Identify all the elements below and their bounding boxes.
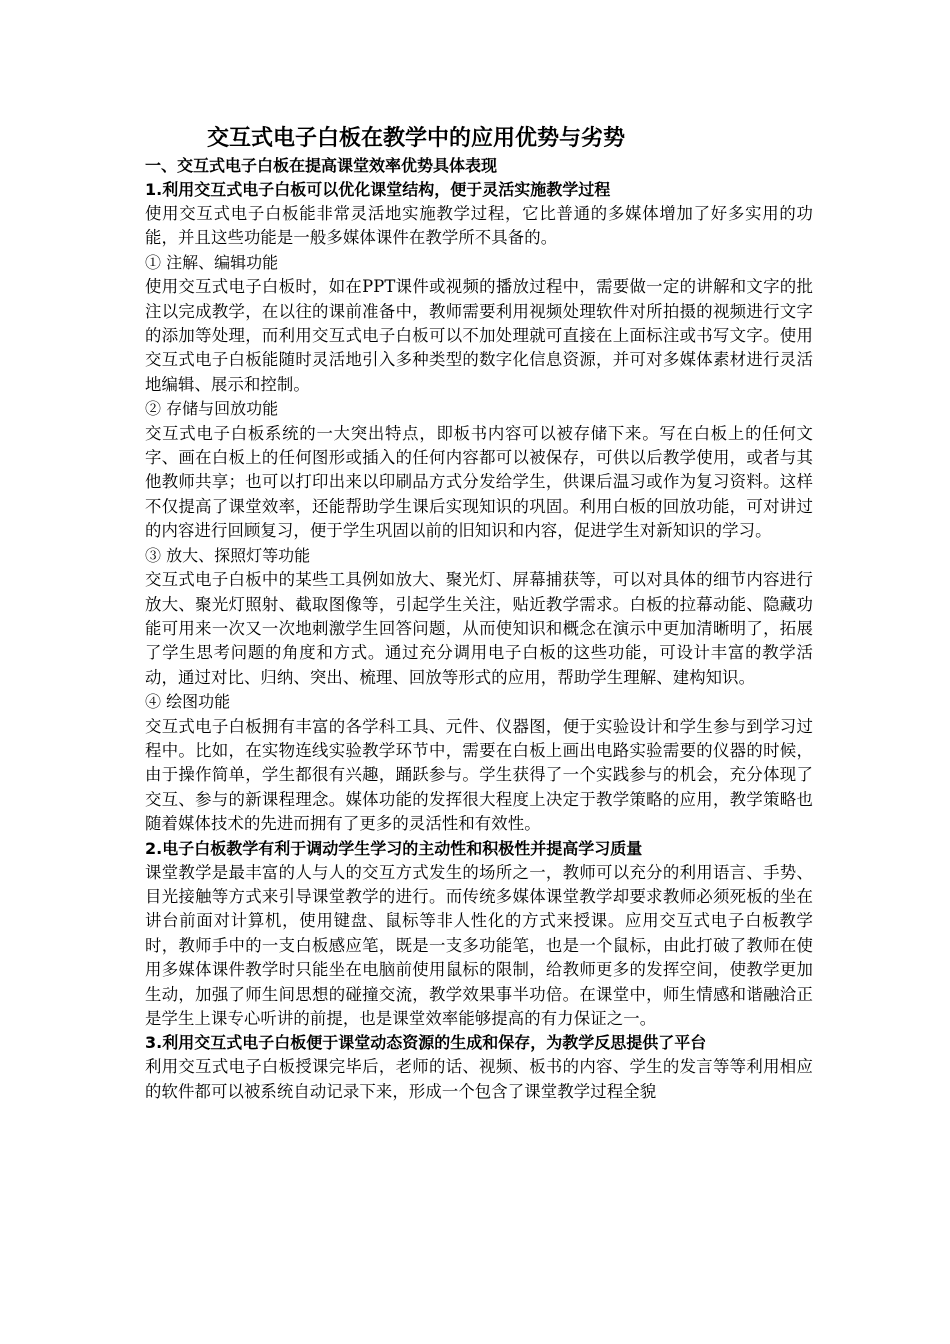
feature-label-zoom: ③ 放大、探照灯等功能: [145, 545, 311, 565]
subsection-heading-1: 1.利用交互式电子白板可以优化课堂结构，便于灵活实施教学过程: [145, 180, 611, 199]
paragraph-storage: 交互式电子白板系统的一大突出特点，即板书内容可以被存储下来。写在白板上的任何文字、画在白板上的任何图形或插入的任何内容都可以被保存，可供以后教学使用，或者与其他教师共享；也可以打印出来以印刷品方式分发给学生，供课后温习或作为复习资料。这样不仅提高了课堂效率，还能帮助学生课后实现知识的巩固。利用白板的回放功能，可对讲过的内容进行回顾复习，便于学生巩固以前的旧知识和内容，促进学生对新知识的学习。: [145, 423, 813, 541]
paragraph-motivation: 课堂教学是最丰富的人与人的交互方式发生的场所之一，教师可以充分的利用语言、手势、目光接触等方式来引导课堂教学的进行。而传统多媒体课堂教学却要求教师必须死板的坐在讲台前面对计算机，使用键盘、鼠标等非人性化的方式来授课。应用交互式电子白板教学时，教师手中的一支白板感应笔，既是一支多功能笔，也是一个鼠标，由此打破了教师在使用多媒体课件教学时只能坐在电脑前使用鼠标的限制，给教师更多的发挥空间，使教学更加生动，加强了师生间思想的碰撞交流，教学效果事半功倍。在课堂中，师生情感和谐融洽正是学生上课专心听讲的前提，也是课堂效率能够提高的有力保证之一。: [145, 862, 813, 1028]
document-title: 交互式电子白板在教学中的应用优势与劣势: [207, 126, 626, 151]
paragraph-intro: 使用交互式电子白板能非常灵活地实施教学过程，它比普通的多媒体增加了好多实用的功能，并且这些功能是一般多媒体课件在教学所不具备的。: [145, 204, 813, 248]
paragraph-annotate: 使用交互式电子白板时，如在PPT课件或视频的播放过程中，需要做一定的讲解和文字的批注以完成教学，在以往的课前准备中，教师需要利用视频处理软件对所拍摄的视频进行文字的添加等处理，而利用交互式电子白板可以不加处理就可直接在上面标注或书写文字。使用交互式电子白板能随时灵活地引入多种类型的数字化信息资源，并可对多媒体素材进行灵活地编辑、展示和控制。: [145, 277, 813, 394]
feature-label-storage: ② 存储与回放功能: [145, 399, 279, 419]
subsection-heading-2: 2.电子白板教学有利于调动学生学习的主动性和积极性并提高学习质量: [145, 838, 643, 858]
feature-label-drawing: ④ 绘图功能: [145, 692, 231, 712]
paragraph-resources: 利用交互式电子白板授课完毕后，老师的话、视频、板书的内容、学生的发言等等利用相应的软件都可以被系统自动记录下来，形成一个包含了课堂教学过程全貌: [145, 1057, 813, 1101]
section-heading-1: 一、交互式电子白板在提高课堂效率优势具体表现: [145, 156, 498, 175]
document-body: [145, 124, 813, 1104]
paragraph-drawing: 交互式电子白板拥有丰富的各学科工具、元件、仪器图，便于实验设计和学生参与到学习过程中。比如，在实物连线实验教学环节中，需要在白板上画出电路实验需要的仪器的时候，由于操作简单，学生都很有兴趣，踊跃参与。学生获得了一个实践参与的机会，充分体现了交互、参与的新课程理念。媒体功能的发挥很大程度上决定于教学策略的应用，教学策略也随着媒体技术的先进而拥有了更多的灵活性和有效性。: [145, 716, 813, 834]
paragraph-zoom: 交互式电子白板中的某些工具例如放大、聚光灯、屏幕捕获等，可以对具体的细节内容进行放大、聚光灯照射、截取图像等，引起学生关注，贴近教学需求。白板的拉幕动能、隐藏功能可用来一次又一次地刺激学生回答问题，从而使知识和概念在演示中更加清晰明了，拓展了学生思考问题的角度和方式。通过充分调用电子白板的这些功能，可设计丰富的教学活动，通过对比、归纳、突出、梳理、回放等形式的应用，帮助学生理解、建构知识。: [145, 570, 813, 687]
feature-label-annotate: ① 注解、编辑功能: [145, 252, 279, 272]
subsection-heading-3: 3.利用交互式电子白板便于课堂动态资源的生成和保存，为教学反思提供了平台: [145, 1033, 707, 1053]
